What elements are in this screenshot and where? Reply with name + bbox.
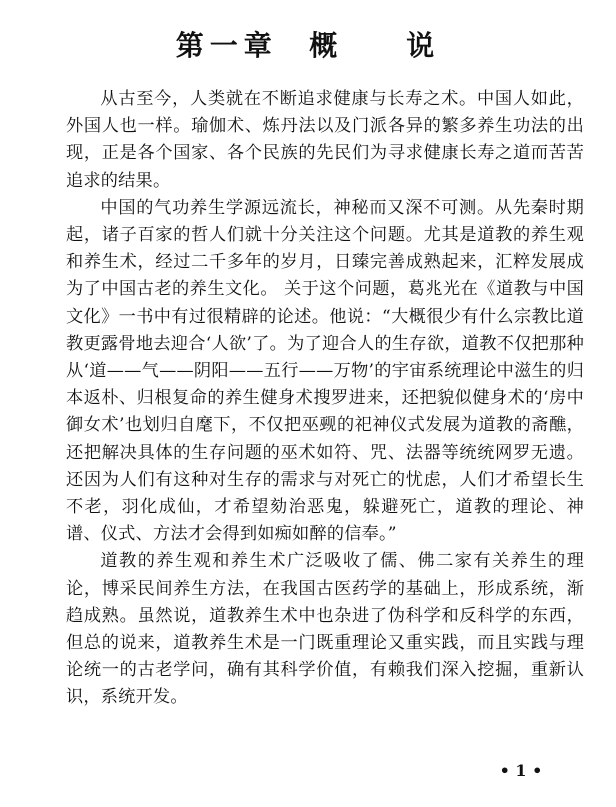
paragraph-2: 中国的气功养生学源远流长，神秘而又深不可测。从先秦时期起，诸子百家的哲人们就十分关注这个问题。尤其是道教的养生观和养生术，经过二千多年的岁月，日臻完善成熟起来，汇粹发展成为了中国古老的养生文化。 关于这个问题，葛兆光在《道教与中国文化》一书中有过很精辟的论述。他说：“大概很少有什么宗教比道教更露骨地去迎合‘人欲’了。为了迎合人的生存欲，道教不仅把那种从‘道——气——阴阳——五行——万物’的宇宙系统理论中滋生的归本返朴、归根复命的养生健身术搜罗进来，还把貌似健身术的‘房中御女术’也划归自麾下，不仅把巫觋的祀神仪式发展为道教的斋醮，还把解决具体的生存问题的巫术如符、咒、法器等统统网罗无遗。还因为人们有这种对生存的需求与对死亡的忧虑，人们才希望长生不老，羽化成仙，才希望劾治恶鬼，躲避死亡，道教的理论、神谱、仪式、方法才会得到如痴如醉的信奉。” — [66, 197, 584, 545]
body-text — [66, 86, 584, 712]
chapter-title: 第一章 概 说 — [175, 29, 441, 62]
page-number: • 1 • — [499, 761, 543, 780]
paragraph-1: 从古至今，人类就在不断追求健康与长寿之术。中国人如此，外国人也一样。瑜伽术、炼丹法以及门派各异的繁多养生功法的出现，正是各个国家、各个民族的先民们为寻求健康长寿之道而苦苦追求的结果。 — [66, 89, 584, 191]
paragraph-3: 道教的养生观和养生术广泛吸收了儒、佛二家有关养生的理论，博采民间养生方法，在我国古医药学的基础上，形成系统，渐趋成熟。虽然说，道教养生术中也杂进了伪科学和反科学的东西，但总的说来，道教养生术是一门既重理论又重实践，而且实践与理论统一的古老学问，确有其科学价值，有赖我们深入挖掘，重新认识，系统开发。 — [66, 551, 584, 708]
